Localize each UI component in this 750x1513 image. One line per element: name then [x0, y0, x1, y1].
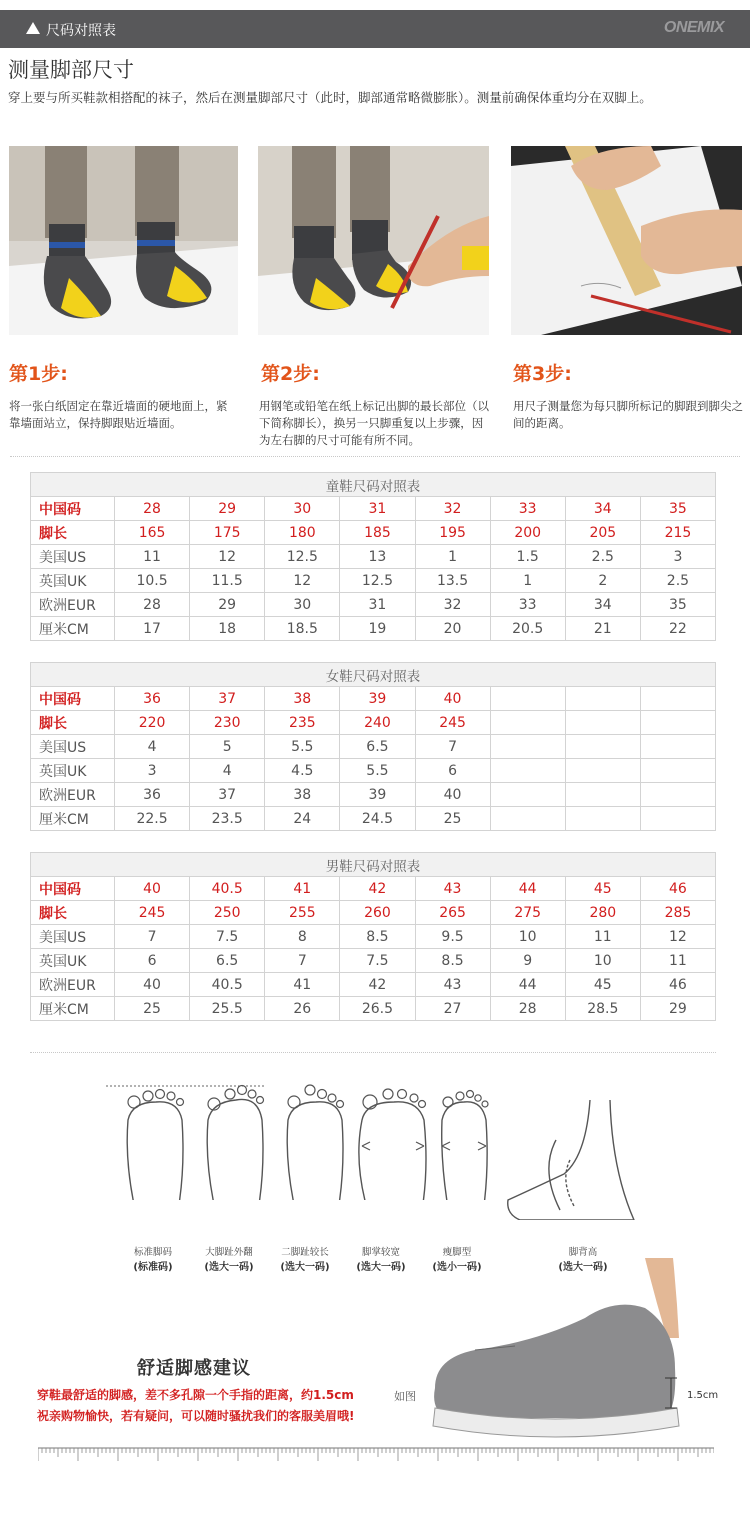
- size-cell: 12.5: [340, 569, 415, 593]
- size-cell: [490, 807, 565, 831]
- size-cell: 9: [490, 949, 565, 973]
- foot-type-advice: (选大一码): [204, 1262, 254, 1273]
- size-cell: [640, 735, 715, 759]
- row-label: 厘米CM: [31, 997, 115, 1021]
- step-1-photo: [9, 146, 238, 335]
- table-row: [31, 759, 716, 783]
- size-cell: 25: [115, 997, 190, 1021]
- size-cell: 11.5: [190, 569, 265, 593]
- table-row: [31, 497, 716, 521]
- size-cell: 7: [415, 735, 490, 759]
- size-cell: 1: [415, 545, 490, 569]
- size-cell: [490, 759, 565, 783]
- step-2-photo: [258, 146, 489, 335]
- foot-type-advice: (选大一码): [558, 1262, 608, 1273]
- size-cell: 12.5: [265, 545, 340, 569]
- foot-type-advice: (选大一码): [356, 1262, 406, 1273]
- size-cell: 24.5: [340, 807, 415, 831]
- size-cell: [565, 687, 640, 711]
- size-cell: 45: [565, 877, 640, 901]
- size-cell: 7.5: [190, 925, 265, 949]
- size-cell: 6: [415, 759, 490, 783]
- row-label: 脚长: [31, 711, 115, 735]
- kids-size-table: [30, 472, 716, 641]
- size-cell: 40: [115, 973, 190, 997]
- row-label: 美国US: [31, 735, 115, 759]
- divider: [30, 1052, 716, 1053]
- table-row: [31, 901, 716, 925]
- size-cell: 4: [190, 759, 265, 783]
- size-cell: 6.5: [190, 949, 265, 973]
- size-cell: 10.5: [115, 569, 190, 593]
- foot-type-name: 标准脚码: [133, 1247, 172, 1258]
- size-cell: 40: [115, 877, 190, 901]
- size-cell: 165: [115, 521, 190, 545]
- table-title: 男鞋尺码对照表: [31, 853, 716, 877]
- size-cell: 34: [565, 497, 640, 521]
- size-cell: 3: [640, 545, 715, 569]
- size-cell: 20: [415, 617, 490, 641]
- size-cell: 200: [490, 521, 565, 545]
- size-cell: 40.5: [190, 973, 265, 997]
- size-cell: 29: [640, 997, 715, 1021]
- table-row: [31, 997, 716, 1021]
- size-cell: [640, 807, 715, 831]
- size-cell: 5.5: [265, 735, 340, 759]
- size-cell: 10: [490, 925, 565, 949]
- size-cell: 18: [190, 617, 265, 641]
- size-cell: 41: [265, 877, 340, 901]
- size-cell: 19: [340, 617, 415, 641]
- brand-logo: ONEMIX: [663, 19, 724, 36]
- size-cell: 26.5: [340, 997, 415, 1021]
- size-cell: 2.5: [640, 569, 715, 593]
- size-cell: 10: [565, 949, 640, 973]
- size-cell: 28: [115, 593, 190, 617]
- size-cell: 185: [340, 521, 415, 545]
- row-label: 欧洲EUR: [31, 783, 115, 807]
- step-3-desc: 用尺子测量您为每只脚所标记的脚跟到脚尖之间的距离。: [513, 399, 743, 430]
- row-label: 脚长: [31, 521, 115, 545]
- size-cell: 29: [190, 593, 265, 617]
- table-row: [31, 925, 716, 949]
- size-cell: 13.5: [415, 569, 490, 593]
- size-cell: 285: [640, 901, 715, 925]
- foot-type-name: 脚掌较宽: [361, 1247, 400, 1258]
- size-cell: 11: [565, 925, 640, 949]
- size-cell: 6.5: [340, 735, 415, 759]
- row-label: 英国UK: [31, 949, 115, 973]
- size-cell: 35: [640, 593, 715, 617]
- size-cell: 42: [340, 973, 415, 997]
- size-cell: 1: [490, 569, 565, 593]
- divider: [10, 456, 740, 457]
- size-cell: 5: [190, 735, 265, 759]
- size-cell: 2.5: [565, 545, 640, 569]
- size-cell: 40: [415, 687, 490, 711]
- size-cell: 37: [190, 783, 265, 807]
- size-cell: 26: [265, 997, 340, 1021]
- size-cell: 11: [640, 949, 715, 973]
- row-label: 脚长: [31, 901, 115, 925]
- measure-title: 测量脚部尺寸: [8, 58, 134, 82]
- size-cell: 1.5: [490, 545, 565, 569]
- row-label: 美国US: [31, 545, 115, 569]
- size-cell: 36: [115, 687, 190, 711]
- row-label: 中国码: [31, 687, 115, 711]
- size-cell: [490, 783, 565, 807]
- size-cell: [565, 759, 640, 783]
- size-cell: 31: [340, 593, 415, 617]
- table-title: 女鞋尺码对照表: [31, 663, 716, 687]
- size-cell: 2: [565, 569, 640, 593]
- row-label: 中国码: [31, 497, 115, 521]
- size-cell: 230: [190, 711, 265, 735]
- row-label: 厘米CM: [31, 617, 115, 641]
- size-cell: 34: [565, 593, 640, 617]
- size-cell: 27: [415, 997, 490, 1021]
- foot-type-name: 二脚趾较长: [281, 1247, 329, 1258]
- step-1-label: 第1步:: [9, 363, 68, 385]
- advice-line-2: 祝亲购物愉快，若有疑问，可以随时骚扰我们的客服美眉哦!: [37, 1409, 355, 1423]
- size-cell: 30: [265, 497, 340, 521]
- size-cell: 36: [115, 783, 190, 807]
- row-label: 美国US: [31, 925, 115, 949]
- table-row: [31, 949, 716, 973]
- size-cell: 250: [190, 901, 265, 925]
- foot-type-advice: (选小一码): [432, 1262, 482, 1273]
- size-cell: 275: [490, 901, 565, 925]
- size-cell: 22: [640, 617, 715, 641]
- row-label: 欧洲EUR: [31, 973, 115, 997]
- header-title: 尺码对照表: [46, 23, 116, 39]
- step-2-label: 第2步:: [261, 363, 320, 385]
- women-size-table: [30, 662, 716, 831]
- table-row: [31, 545, 716, 569]
- size-cell: 245: [115, 901, 190, 925]
- size-cell: 12: [640, 925, 715, 949]
- row-label: 欧洲EUR: [31, 593, 115, 617]
- row-label: 中国码: [31, 877, 115, 901]
- size-cell: 215: [640, 521, 715, 545]
- table-row: [31, 687, 716, 711]
- size-cell: 11: [115, 545, 190, 569]
- size-cell: 240: [340, 711, 415, 735]
- table-row: [31, 711, 716, 735]
- shoe-illustration: [415, 1258, 719, 1452]
- table-row: [31, 593, 716, 617]
- size-cell: [640, 759, 715, 783]
- size-cell: 40: [415, 783, 490, 807]
- size-cell: 39: [340, 783, 415, 807]
- size-cell: 20.5: [490, 617, 565, 641]
- men-size-table: [30, 852, 716, 1021]
- size-cell: 43: [415, 973, 490, 997]
- triangle-up-icon: [26, 22, 40, 34]
- size-cell: 23.5: [190, 807, 265, 831]
- size-cell: 38: [265, 783, 340, 807]
- size-cell: 180: [265, 521, 340, 545]
- size-cell: 9.5: [415, 925, 490, 949]
- size-cell: 28.5: [565, 997, 640, 1021]
- size-cell: 44: [490, 877, 565, 901]
- gap-label: 1.5cm: [687, 1390, 719, 1401]
- size-cell: [640, 711, 715, 735]
- size-cell: 45: [565, 973, 640, 997]
- size-cell: 255: [265, 901, 340, 925]
- advice-line-1: 穿鞋最舒适的脚感，差不多孔隙一个手指的距离，约1.5cm: [37, 1388, 354, 1402]
- size-cell: 265: [415, 901, 490, 925]
- size-cell: 32: [415, 593, 490, 617]
- size-cell: 18.5: [265, 617, 340, 641]
- size-cell: 33: [490, 497, 565, 521]
- ruler-strip: [38, 1447, 714, 1475]
- table-row: [31, 617, 716, 641]
- size-cell: [490, 711, 565, 735]
- table-row: [31, 783, 716, 807]
- size-cell: [490, 735, 565, 759]
- size-cell: 6: [115, 949, 190, 973]
- size-cell: 4: [115, 735, 190, 759]
- size-cell: 12: [265, 569, 340, 593]
- row-label: 英国UK: [31, 759, 115, 783]
- size-cell: 7: [115, 925, 190, 949]
- foot-type-name: 脚背高: [568, 1247, 598, 1258]
- size-cell: 7: [265, 949, 340, 973]
- size-cell: 40.5: [190, 877, 265, 901]
- size-cell: [640, 783, 715, 807]
- size-cell: 33: [490, 593, 565, 617]
- size-cell: [565, 783, 640, 807]
- size-cell: 25.5: [190, 997, 265, 1021]
- size-cell: 5.5: [340, 759, 415, 783]
- step-2-desc: 用钢笔或铅笔在纸上标记出脚的最长部位（以下简称脚长），换另一只脚重复以上步骤，因为左右脚的尺寸可能有所不同。: [259, 399, 489, 447]
- size-cell: 8: [265, 925, 340, 949]
- size-cell: 42: [340, 877, 415, 901]
- size-cell: 28: [115, 497, 190, 521]
- size-cell: 7.5: [340, 949, 415, 973]
- size-cell: [490, 687, 565, 711]
- row-label: 厘米CM: [31, 807, 115, 831]
- size-cell: 35: [640, 497, 715, 521]
- size-cell: 44: [490, 973, 565, 997]
- size-cell: 17: [115, 617, 190, 641]
- table-row: [31, 877, 716, 901]
- size-cell: 37: [190, 687, 265, 711]
- table-title: 童鞋尺码对照表: [31, 473, 716, 497]
- size-cell: 3: [115, 759, 190, 783]
- size-cell: 24: [265, 807, 340, 831]
- size-cell: 28: [490, 997, 565, 1021]
- size-cell: 32: [415, 497, 490, 521]
- size-cell: 195: [415, 521, 490, 545]
- size-cell: 29: [190, 497, 265, 521]
- step-1-desc: 将一张白纸固定在靠近墙面的硬地面上，紧靠墙面站立，保持脚跟贴近墙面。: [9, 399, 228, 430]
- size-cell: 46: [640, 973, 715, 997]
- size-cell: 30: [265, 593, 340, 617]
- size-cell: 260: [340, 901, 415, 925]
- table-row: [31, 807, 716, 831]
- size-cell: [565, 735, 640, 759]
- advice-title: 舒适脚感建议: [137, 1358, 251, 1379]
- size-cell: [565, 807, 640, 831]
- size-cell: 245: [415, 711, 490, 735]
- size-cell: 39: [340, 687, 415, 711]
- size-cell: 43: [415, 877, 490, 901]
- size-cell: 38: [265, 687, 340, 711]
- header-bar: [0, 10, 750, 48]
- table-row: [31, 735, 716, 759]
- size-cell: 22.5: [115, 807, 190, 831]
- size-cell: 280: [565, 901, 640, 925]
- size-cell: 235: [265, 711, 340, 735]
- size-cell: 8.5: [340, 925, 415, 949]
- foot-type-name: 瘦脚型: [442, 1247, 472, 1258]
- size-cell: 205: [565, 521, 640, 545]
- foot-type-advice: (选大一码): [280, 1262, 330, 1273]
- size-cell: 41: [265, 973, 340, 997]
- table-row: [31, 569, 716, 593]
- table-row: [31, 973, 716, 997]
- step-3-photo: [511, 146, 742, 335]
- size-cell: 25: [415, 807, 490, 831]
- size-cell: 13: [340, 545, 415, 569]
- measure-intro: 穿上要与所买鞋款相搭配的袜子，然后在测量脚部尺寸（此时，脚部通常略微膨胀）。测量前确保体重均分在双脚上。: [8, 90, 652, 105]
- size-cell: 21: [565, 617, 640, 641]
- table-row: [31, 521, 716, 545]
- size-cell: 31: [340, 497, 415, 521]
- size-cell: 12: [190, 545, 265, 569]
- size-cell: 46: [640, 877, 715, 901]
- example-label: 如图: [394, 1390, 416, 1403]
- foot-type-name: 大脚趾外翻: [205, 1247, 253, 1258]
- step-3-label: 第3步:: [513, 363, 572, 385]
- size-cell: 220: [115, 711, 190, 735]
- size-cell: [565, 711, 640, 735]
- size-cell: [640, 687, 715, 711]
- size-cell: 8.5: [415, 949, 490, 973]
- foot-type-advice: (标准码): [133, 1262, 173, 1273]
- size-cell: 4.5: [265, 759, 340, 783]
- size-cell: 175: [190, 521, 265, 545]
- row-label: 英国UK: [31, 569, 115, 593]
